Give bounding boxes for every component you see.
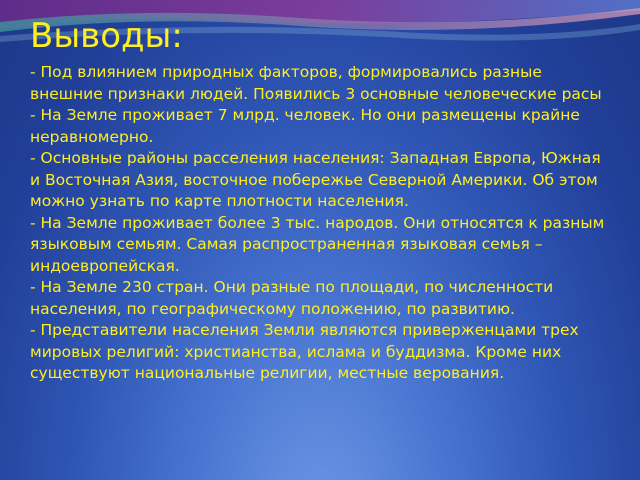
- text-line: индоевропейская.: [30, 256, 180, 275]
- slide-title: Выводы:: [30, 16, 183, 56]
- text-line: языковым семьям. Самая распространенная языковая семья –: [30, 235, 543, 253]
- text-line: - Под влиянием природных факторов, формировались разные: [30, 63, 542, 81]
- text-line: населения, по географическому положению, по развитию.: [30, 299, 515, 318]
- text-line: - Основные районы расселения населения: Западная Европа, Южная: [30, 149, 601, 167]
- text-line: - На Земле проживает более 3 тыс. народов. Они относятся к разным: [30, 213, 605, 232]
- text-line: внешние признаки людей. Появились 3 основные человеческие расы: [30, 84, 602, 103]
- text-line: можно узнать по карте плотности населения.: [30, 192, 409, 210]
- text-line: существуют национальные религии, местные верования.: [30, 364, 505, 382]
- text-line: неравномерно.: [30, 127, 154, 146]
- text-line: - На Земле проживает 7 млрд. человек. Но они размещены крайне: [30, 106, 580, 124]
- text-line: и Восточная Азия, восточное побережье Северной Америки. Об этом: [30, 170, 598, 189]
- text-line: мировых религий: христианства, ислама и буддизма. Кроме них: [30, 342, 562, 361]
- text-line: - Представители населения Земли являются приверженцами трех: [30, 321, 579, 339]
- conclusions-text: [30, 62, 630, 385]
- text-line: - На Земле 230 стран. Они разные по площади, по численности: [30, 278, 554, 296]
